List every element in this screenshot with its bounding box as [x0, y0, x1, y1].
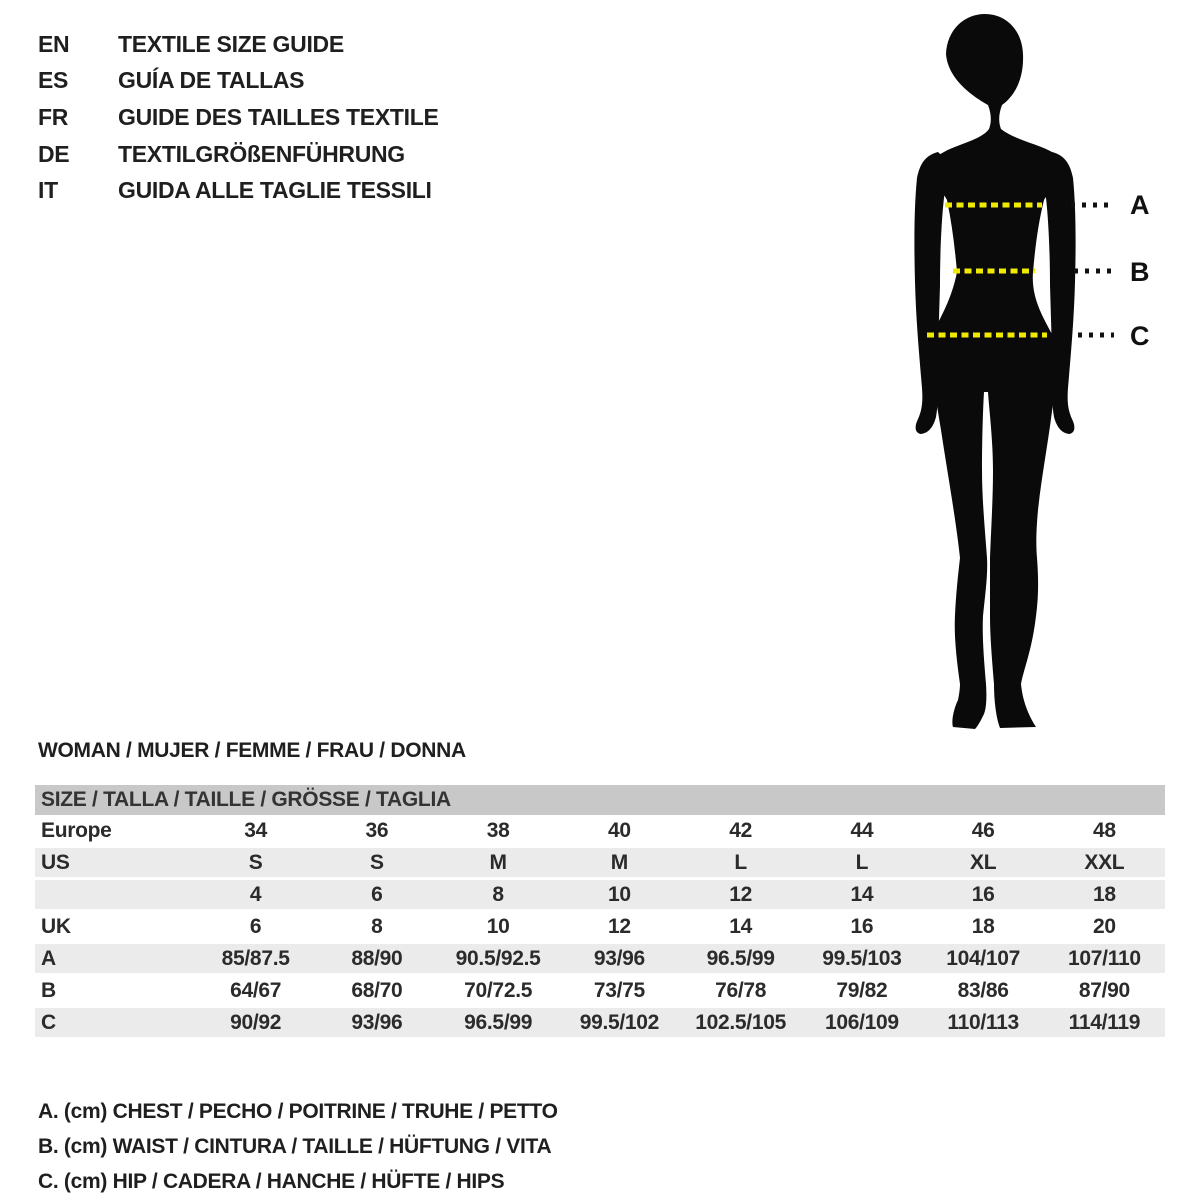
measure-label-hip: C: [1130, 321, 1150, 351]
row-label: Europe: [41, 818, 112, 842]
row-label: C: [41, 1010, 56, 1034]
size-cell: M: [489, 850, 507, 874]
table-row-chest: [35, 944, 1165, 973]
size-table-header: SIZE / TALLA / TAILLE / GRÖSSE / TAGLIA: [35, 785, 1165, 815]
size-cell: 46: [971, 818, 995, 842]
measurement-legend: [38, 1094, 558, 1199]
size-cell: 16: [850, 914, 874, 938]
language-row-en: [38, 26, 439, 63]
size-cell: 20: [1092, 914, 1116, 938]
language-row-it: [38, 172, 439, 209]
size-cell: 93/96: [351, 1010, 403, 1034]
size-cell: 8: [371, 914, 383, 938]
size-cell: 10: [486, 914, 510, 938]
size-cell: 73/75: [593, 978, 645, 1002]
legend-line-waist: B. (cm) WAIST / CINTURA / TAILLE / HÜFTUNG / VITA: [38, 1135, 552, 1158]
size-cell: 70/72.5: [464, 978, 533, 1002]
language-row-de: [38, 136, 439, 173]
size-cell: 14: [729, 914, 752, 938]
size-cell: S: [370, 850, 384, 874]
language-code: DE: [38, 140, 70, 167]
size-cell: 87/90: [1078, 978, 1130, 1002]
size-cell: 88/90: [351, 946, 403, 970]
size-cell: 38: [486, 818, 510, 842]
size-cell: 99.5/103: [822, 946, 902, 970]
measure-label-waist: B: [1130, 257, 1150, 287]
size-cell: 96.5/99: [706, 946, 775, 970]
size-cell: S: [248, 850, 263, 874]
size-cell: 90/92: [230, 1010, 282, 1034]
size-cell: 18: [1092, 882, 1116, 906]
woman-silhouette-icon: [890, 0, 1190, 740]
table-row-us-numeric: [35, 880, 1165, 909]
size-cell: XL: [970, 850, 997, 874]
row-label: A: [41, 946, 56, 970]
size-cell: 48: [1092, 818, 1116, 842]
language-code: IT: [38, 177, 58, 204]
size-cell: L: [855, 850, 869, 874]
size-cell: XXL: [1084, 850, 1125, 874]
size-cell: 44: [850, 818, 874, 842]
size-cell: 99.5/102: [579, 1010, 660, 1034]
size-cell: 107/110: [1068, 946, 1141, 970]
woman-measurement-diagram: [890, 0, 1190, 740]
language-code: FR: [38, 103, 69, 130]
language-title: TEXTILGRÖßENFÜHRUNG: [118, 140, 405, 167]
size-cell: 42: [729, 818, 752, 842]
size-cell: 64/67: [230, 978, 282, 1002]
size-cell: 36: [365, 818, 389, 842]
table-row-hip: [35, 1008, 1165, 1037]
size-cell: 4: [249, 882, 262, 906]
size-cell: 14: [850, 882, 874, 906]
size-cell: 68/70: [351, 978, 403, 1002]
measure-label-chest: A: [1130, 190, 1150, 220]
size-cell: 102.5/105: [695, 1010, 786, 1034]
table-row-uk: [35, 912, 1165, 941]
size-cell: 10: [607, 882, 631, 906]
legend-line-chest: A. (cm) CHEST / PECHO / POITRINE / TRUHE / PETTO: [38, 1100, 558, 1123]
table-row-europe: [35, 816, 1165, 845]
size-cell: 83/86: [957, 978, 1009, 1002]
language-title: GUIDE DES TAILLES TEXTILE: [118, 103, 439, 130]
language-title: GUÍA DE TALLAS: [118, 67, 305, 94]
size-cell: 90.5/92.5: [455, 946, 541, 970]
size-cell: 106/109: [824, 1010, 899, 1034]
size-cell: M: [610, 850, 628, 874]
size-cell: 114/119: [1068, 1010, 1141, 1034]
size-cell: 85/87.5: [221, 946, 290, 970]
section-title-woman: WOMAN / MUJER / FEMME / FRAU / DONNA: [38, 739, 466, 762]
size-cell: 16: [971, 882, 995, 906]
row-label: US: [41, 850, 70, 874]
language-title: GUIDA ALLE TAGLIE TESSILI: [118, 177, 432, 204]
language-code: ES: [38, 67, 69, 94]
size-cell: 110/113: [947, 1010, 1019, 1034]
size-cell: 6: [249, 914, 262, 938]
size-cell: 18: [971, 914, 995, 938]
size-cell: 104/107: [946, 946, 1021, 970]
language-row-es: [38, 63, 439, 100]
size-cell: 6: [371, 882, 383, 906]
size-table: [35, 785, 1165, 1040]
table-row-waist: [35, 976, 1165, 1005]
size-cell: 79/82: [836, 978, 888, 1002]
language-code: EN: [38, 30, 70, 57]
size-cell: 34: [244, 818, 267, 842]
size-cell: 76/78: [715, 978, 767, 1002]
table-row-us-letter: [35, 848, 1165, 877]
size-cell: 93/96: [593, 946, 645, 970]
size-cell: 12: [729, 882, 752, 906]
size-cell: 12: [607, 914, 631, 938]
size-cell: 40: [607, 818, 631, 842]
row-label: B: [41, 978, 56, 1002]
language-row-fr: [38, 99, 439, 136]
size-cell: L: [734, 850, 747, 874]
language-title-list: [38, 26, 439, 209]
language-title: TEXTILE SIZE GUIDE: [118, 30, 344, 57]
size-cell: 8: [492, 882, 504, 906]
size-cell: 96.5/99: [464, 1010, 533, 1034]
row-label: UK: [41, 914, 71, 938]
legend-line-hip: C. (cm) HIP / CADERA / HANCHE / HÜFTE / HIPS: [38, 1170, 505, 1193]
